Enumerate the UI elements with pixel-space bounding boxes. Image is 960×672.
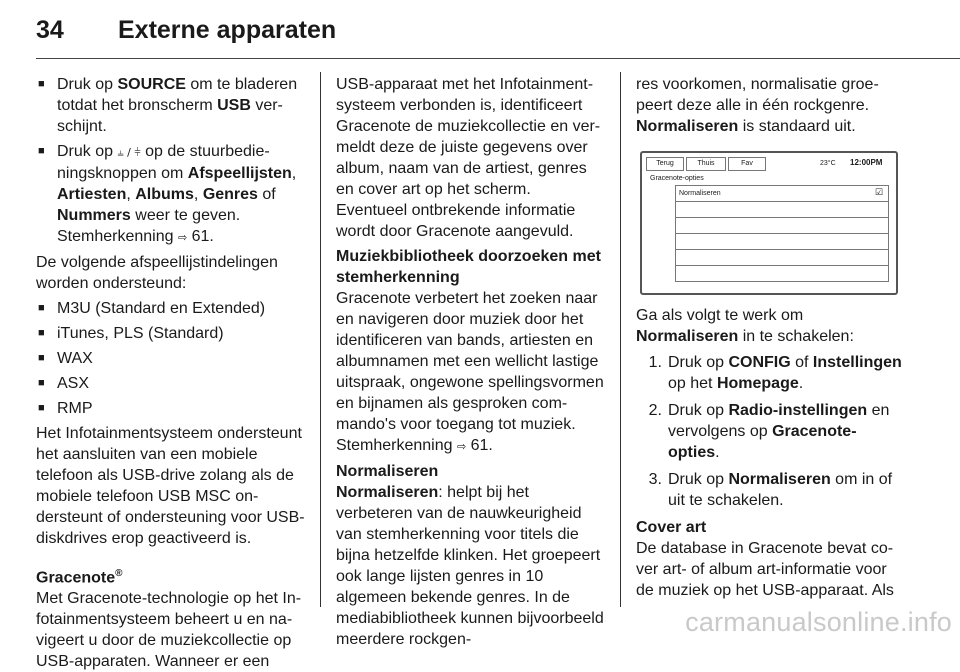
normalize-heading: Normaliseren xyxy=(336,463,439,480)
format-list xyxy=(36,298,306,419)
list-item: Normaliseren ☑ xyxy=(675,185,889,201)
library-paragraph: Gracenote verbetert het zoeken naar en navigeren door muziek door het identificeren van bands, artiesten en albumnamen met een wellicht lastige uitspraak, ongewone spellingsvormen en bijnamen als gesproken commando's voor toegang tot muziek. Stemherkenning ⇨ 61. xyxy=(336,290,604,454)
clock-readout: 12:00PM xyxy=(850,158,883,167)
temperature-readout: 23°C xyxy=(820,160,836,167)
list-item: ■ iTunes, PLS (Standard) xyxy=(36,323,306,344)
column-3 xyxy=(636,74,906,601)
checkbox-icon: ☑ xyxy=(874,188,883,198)
default-off-note: Normaliseren is standaard uit. xyxy=(636,118,856,135)
cover-art-heading: Cover art xyxy=(636,519,707,536)
gracenote-paragraph: Met Gracenote-technologie op het Infotainmentsysteem beheert u en navigeert u door de muziekcollectie op USB-apparaten. Wanneer er een xyxy=(36,590,302,671)
step-item: 1. Druk op CONFIG of Instellingen op het Homepage. xyxy=(648,354,902,392)
column-divider-1 xyxy=(320,72,321,607)
list-item xyxy=(675,265,889,282)
tab-back: Terug xyxy=(646,157,684,171)
column-divider-2 xyxy=(620,72,621,607)
list-item xyxy=(675,233,889,249)
gracenote-continued: USB-apparaat met het Infotainmentsysteem verbonden is, identificeert Gracenote de muziekcollectie en vermeldt deze de juiste gegevens over album, naam van de artiest, genres en cover art op het scherm. Eventueel ontbrekende informatie wordt door Gracenote aangevuld. xyxy=(336,76,601,240)
column-1 xyxy=(36,74,306,672)
list-item: ■ Druk op SOURCE om te bladeren totdat het bronscherm USB verschijnt. xyxy=(36,74,306,137)
list-item: ■ RMP xyxy=(36,398,306,419)
instruction-bullets xyxy=(36,74,306,248)
tab-home: Thuis xyxy=(686,157,726,171)
gracenote-heading: Gracenote® xyxy=(36,568,123,587)
normalize-continued: res voorkomen, normalisatie groepeert deze alle in één rockgenre. xyxy=(636,76,879,114)
options-label: Gracenote-opties xyxy=(650,175,704,182)
cover-art-paragraph: De database in Gracenote bevat cover art- of album art-informatie voor de muziek op het USB-apparaat. Als xyxy=(636,540,894,599)
watermark: carmanualsonline.info xyxy=(685,607,952,637)
step-item: 2. Druk op Radio-instellingen en vervolgens op Gracenote-opties. xyxy=(648,402,890,461)
list-item xyxy=(675,201,889,217)
options-list xyxy=(675,185,889,282)
tab-fav: Fav xyxy=(728,157,766,171)
steps-list xyxy=(636,352,906,511)
list-item xyxy=(675,249,889,265)
column-2 xyxy=(336,74,606,650)
usb-support-paragraph: Het Infotainmentsysteem ondersteunt het aansluiten van een mobiele telefoon als USB-drive zolang als de mobiele telefoon USB MSC ondersteunt of ondersteuning voor USB-diskdrives erop geactiveerd is. xyxy=(36,425,305,547)
steps-intro: Ga als volgt te werk om Normaliseren in te schakelen: xyxy=(636,307,854,345)
page-ref-icon: ⇨ xyxy=(456,440,467,453)
list-item: ■ ASX xyxy=(36,373,306,394)
page-number: 34 xyxy=(36,16,64,44)
page-title: Externe apparaten xyxy=(118,16,337,44)
header-divider xyxy=(36,58,960,59)
list-item xyxy=(675,217,889,233)
formats-intro: De volgende afspeellijstindelingen worden ondersteund: xyxy=(36,254,278,292)
list-item: ■ WAX xyxy=(36,348,306,369)
normalize-paragraph: Normaliseren: helpt bij het verbeteren van de nauwkeurigheid van stemherkenning voor titels die bijna hetzelfde klinken. Het groepeert ook lange lijsten genres in 10 algemeen bekende genres. In de mediabibliotheek kunnen bijvoorbeeld meerdere rockgen- xyxy=(336,484,604,648)
list-item: ■ Druk op ⫨ / ⫩ op de stuurbedieningsknoppen om Afspeellijsten, Artiesten, Albums, Genres of Nummers weer te geven. Stemherkenning ⇨ 61. xyxy=(36,141,306,248)
infotainment-screen-illustration xyxy=(640,151,898,295)
step-item: 3. Druk op Normaliseren om in of uit te schakelen. xyxy=(648,471,893,509)
library-heading: Muziekbibliotheek doorzoeken met stemherkenning xyxy=(336,248,601,286)
list-item: ■ M3U (Standard en Extended) xyxy=(36,298,306,319)
page-header xyxy=(0,0,960,60)
